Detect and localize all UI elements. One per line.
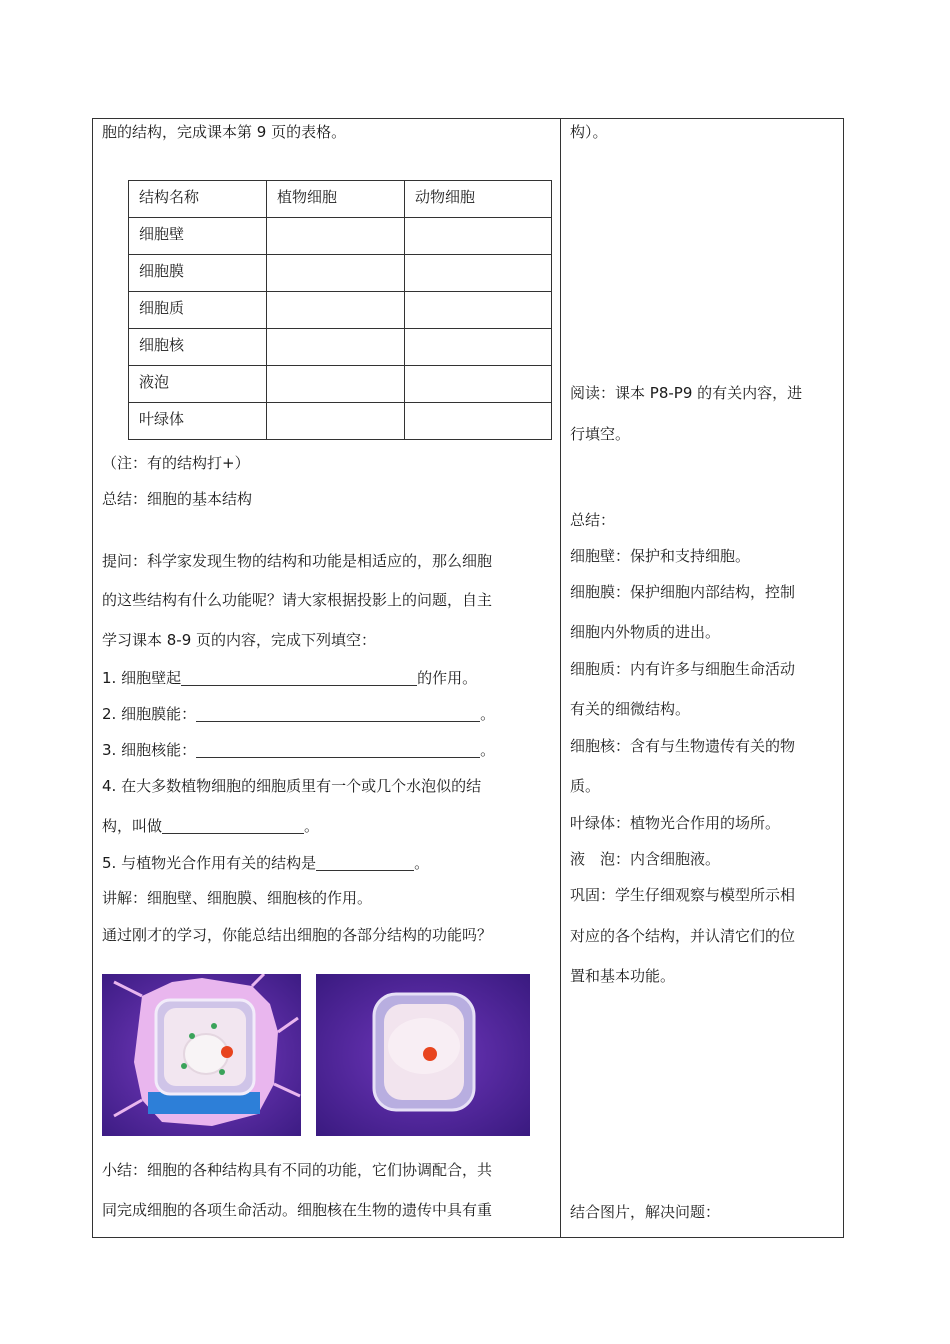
fill-item-2 — [102, 704, 495, 724]
summary-nucleus: 质。 — [570, 777, 601, 795]
table-row — [129, 403, 552, 440]
table-cell-animal[interactable] — [405, 255, 552, 292]
table-row — [129, 255, 552, 292]
plant-cell-model-photo — [102, 974, 301, 1136]
table-cell-animal[interactable] — [405, 218, 552, 255]
table-cell-plant[interactable] — [267, 329, 405, 366]
table-header-row — [129, 181, 552, 218]
explain-line: 讲解：细胞壁、细胞膜、细胞核的作用。 — [102, 889, 373, 907]
consolidate-text: 对应的各个结构，并认清它们的位 — [570, 927, 796, 945]
summary-basic: 总结：细胞的基本结构 — [102, 490, 253, 508]
summary-membrane: 细胞内外物质的进出。 — [570, 623, 721, 641]
summary-wall: 细胞壁：保护和支持细胞。 — [570, 547, 751, 565]
question-line: 提问：科学家发现生物的结构和功能是相适应的，那么细胞 — [102, 552, 493, 570]
summary-vacuole: 液 泡：内含细胞液。 — [570, 850, 721, 868]
table-cell-plant[interactable] — [267, 218, 405, 255]
summary-chloroplast: 叶绿体：植物光合作用的场所。 — [570, 814, 781, 832]
fill-item-4-cont — [102, 816, 319, 836]
right-top-text: 构）。 — [570, 123, 608, 141]
table-cell-plant[interactable] — [267, 403, 405, 440]
fill-item-4: 4. 在大多数植物细胞的细胞质里有一个或几个水泡似的结 — [102, 777, 482, 795]
intro-line: 胞的结构，完成课本第 9 页的表格。 — [102, 123, 347, 141]
consolidate-text: 置和基本功能。 — [570, 967, 676, 985]
table-cell-plant[interactable] — [267, 255, 405, 292]
answer-blank[interactable] — [181, 669, 417, 686]
consolidate-text: 巩固：学生仔细观察与模型所示相 — [570, 886, 796, 904]
table-row — [129, 218, 552, 255]
table-cell-structure: 液泡 — [129, 366, 267, 403]
summary-cytoplasm: 有关的细微结构。 — [570, 700, 691, 718]
picture-task: 结合图片，解决问题： — [570, 1203, 721, 1221]
table-row — [129, 329, 552, 366]
fill-item-suffix: 的作用。 — [417, 669, 478, 687]
fill-item-label: 2. 细胞膜能： — [102, 705, 197, 723]
question-line: 的这些结构有什么功能呢？请大家根据投影上的问题，自主 — [102, 591, 493, 609]
table-row — [129, 366, 552, 403]
answer-blank[interactable] — [196, 705, 480, 722]
table-row — [129, 292, 552, 329]
answer-blank[interactable] — [316, 854, 414, 871]
fill-item-label: 3. 细胞核能： — [102, 741, 197, 759]
fill-item-suffix: 。 — [480, 705, 496, 723]
table-cell-animal[interactable] — [405, 292, 552, 329]
table-cell-structure: 细胞膜 — [129, 255, 267, 292]
fill-item-label: 1. 细胞壁起 — [102, 669, 182, 687]
structure-table — [128, 180, 552, 440]
table-cell-structure: 叶绿体 — [129, 403, 267, 440]
question-line: 学习课本 8-9 页的内容，完成下列填空： — [102, 631, 377, 649]
table-header: 动物细胞 — [405, 181, 552, 218]
table-header: 植物细胞 — [267, 181, 405, 218]
table-cell-structure: 细胞核 — [129, 329, 267, 366]
table-cell-structure: 细胞质 — [129, 292, 267, 329]
table-note: （注：有的结构打+） — [102, 454, 250, 472]
animal-cell-model-photo — [316, 974, 530, 1136]
conclusion-line: 小结：细胞的各种结构具有不同的功能，它们协调配合，共 — [102, 1161, 493, 1179]
fill-item-1 — [102, 668, 477, 688]
fill-item-label: 构，叫做 — [102, 817, 163, 835]
summary-nucleus: 细胞核：含有与生物遗传有关的物 — [570, 737, 796, 755]
table-cell-animal[interactable] — [405, 366, 552, 403]
column-divider — [560, 118, 561, 1238]
table-cell-animal[interactable] — [405, 403, 552, 440]
summary-cytoplasm: 细胞质：内有许多与细胞生命活动 — [570, 660, 796, 678]
fill-item-3 — [102, 740, 495, 760]
recap-question: 通过刚才的学习，你能总结出细胞的各部分结构的功能吗？ — [102, 926, 493, 944]
read-instruction: 行填空。 — [570, 425, 631, 443]
table-cell-plant[interactable] — [267, 292, 405, 329]
answer-blank[interactable] — [162, 817, 304, 834]
fill-item-suffix: 。 — [304, 817, 320, 835]
table-cell-plant[interactable] — [267, 366, 405, 403]
fill-item-label: 5. 与植物光合作用有关的结构是 — [102, 854, 317, 872]
fill-item-suffix: 。 — [480, 741, 496, 759]
summary-membrane: 细胞膜：保护细胞内部结构，控制 — [570, 583, 796, 601]
table-cell-animal[interactable] — [405, 329, 552, 366]
table-cell-structure: 细胞壁 — [129, 218, 267, 255]
conclusion-line: 同完成细胞的各项生命活动。细胞核在生物的遗传中具有重 — [102, 1201, 493, 1219]
table-header: 结构名称 — [129, 181, 267, 218]
fill-item-5 — [102, 853, 429, 873]
answer-blank[interactable] — [196, 741, 480, 758]
fill-item-suffix: 。 — [414, 854, 430, 872]
read-instruction: 阅读：课本 P8-P9 的有关内容，进 — [570, 384, 803, 402]
summary-title: 总结： — [570, 511, 616, 529]
